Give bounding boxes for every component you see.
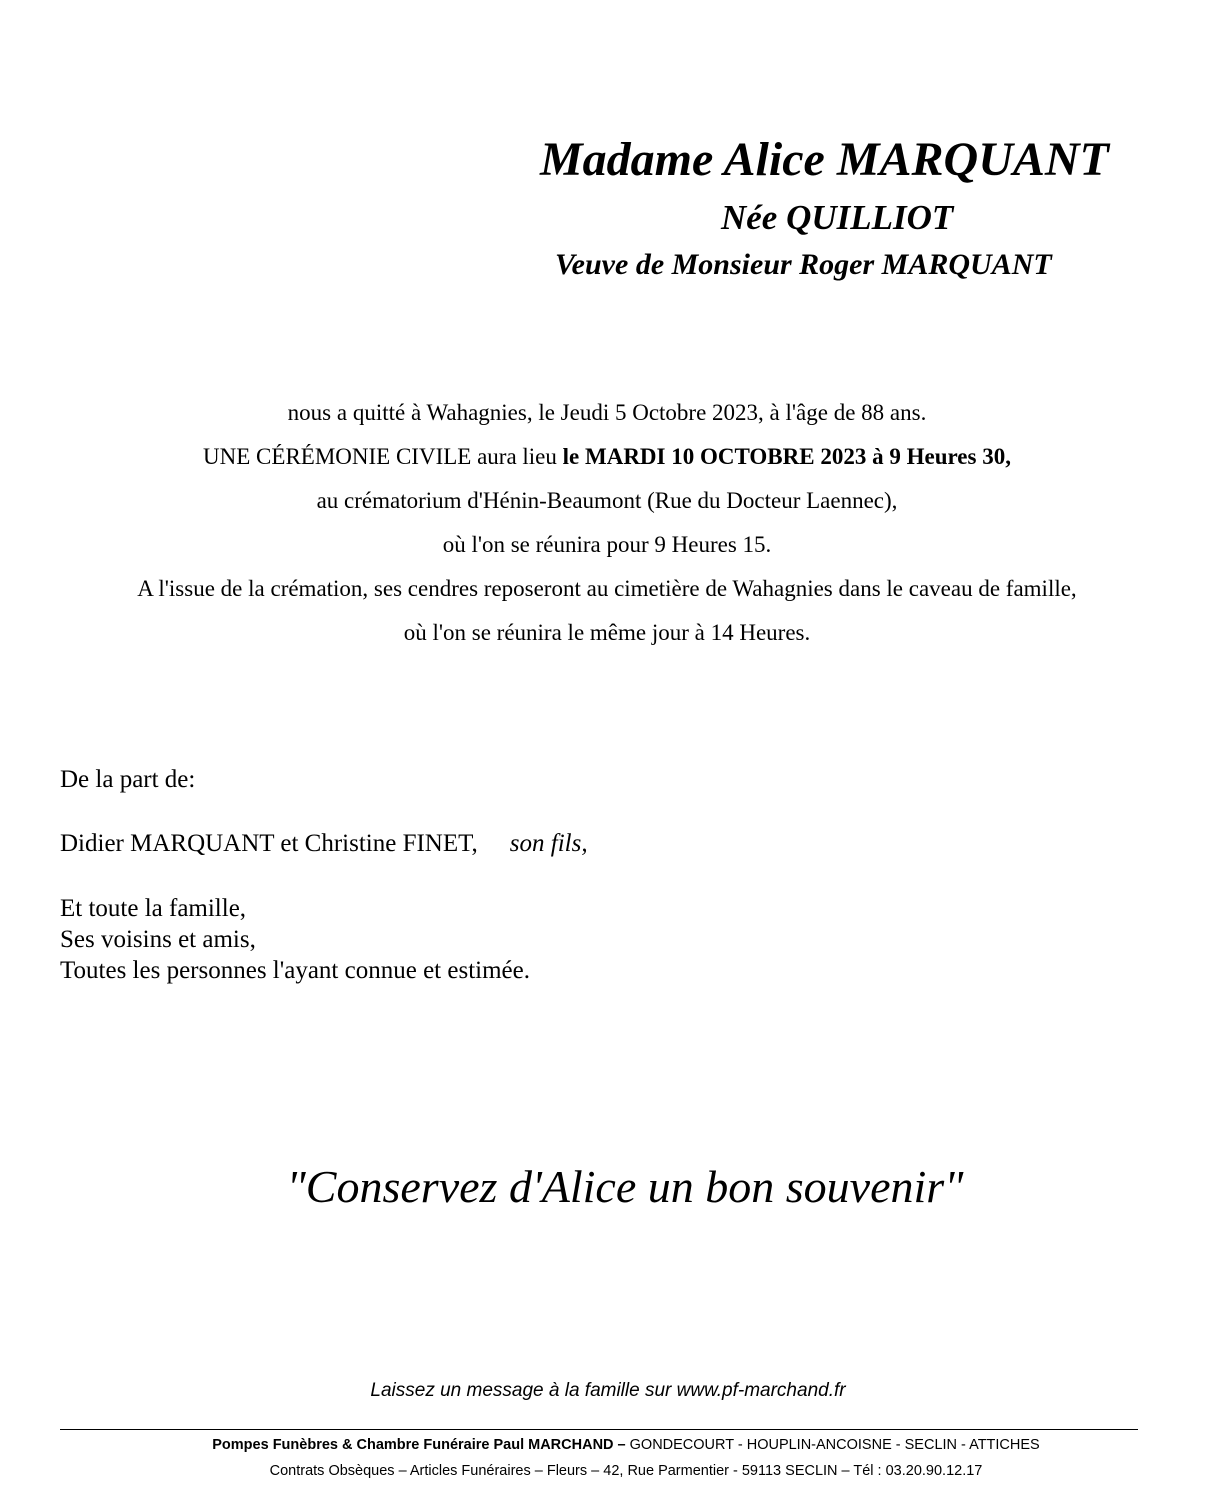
memorial-quote: "Conservez d'Alice un bon souvenir": [286, 1161, 964, 1212]
neighbors-line: Ses voisins et amis,: [60, 926, 256, 953]
footer-divider: [60, 1429, 1138, 1430]
burial-meeting-line: où l'on se réunira le même jour à 14 Heures.: [403, 620, 811, 645]
deceased-name: Madame Alice MARQUANT: [540, 133, 1109, 186]
son-relation: son fils,: [509, 830, 588, 857]
widow-of: Veuve de Monsieur Roger MARQUANT: [555, 248, 1052, 281]
company-line: [0, 1437, 1214, 1453]
family-line: Et toute la famille,: [60, 895, 247, 922]
ceremony-label: UNE CÉRÉMONIE CIVILE aura lieu: [203, 444, 563, 469]
ceremony-date: le MARDI 10 OCTOBRE 2023 à 9 Heures 30,: [562, 444, 1011, 469]
meeting-time-line: où l'on se réunira pour 9 Heures 15.: [442, 532, 772, 557]
crematorium-line: au crématorium d'Hénin-Beaumont (Rue du Docteur Laennec),: [316, 488, 898, 513]
website-message: Laissez un message à la famille sur www.pf-marchand.fr: [370, 1380, 846, 1401]
ashes-line: A l'issue de la crémation, ses cendres reposeront au cimetière de Wahagnies dans le caveau de famille,: [137, 576, 1077, 601]
maiden-name: Née QUILLIOT: [721, 198, 954, 237]
from-label: De la part de:: [60, 766, 196, 793]
ceremony-line: [0, 444, 1214, 470]
son-entry: [60, 830, 588, 858]
death-notice-line: nous a quitté à Wahagnies, le Jeudi 5 Octobre 2023, à l'âge de 88 ans.: [287, 400, 927, 425]
acquaintances-line: Toutes les personnes l'ayant connue et estimée.: [60, 957, 530, 984]
son-names: Didier MARQUANT et Christine FINET,: [60, 830, 478, 857]
company-services: Contrats Obsèques – Articles Funéraires – Fleurs – 42, Rue Parmentier - 59113 SECLIN – Tél : 03.20.90.12.17: [269, 1463, 983, 1479]
company-locations: GONDECOURT - HOUPLIN-ANCOISNE - SECLIN - ATTICHES: [625, 1437, 1040, 1453]
company-name: Pompes Funèbres & Chambre Funéraire Paul MARCHAND –: [212, 1437, 626, 1453]
